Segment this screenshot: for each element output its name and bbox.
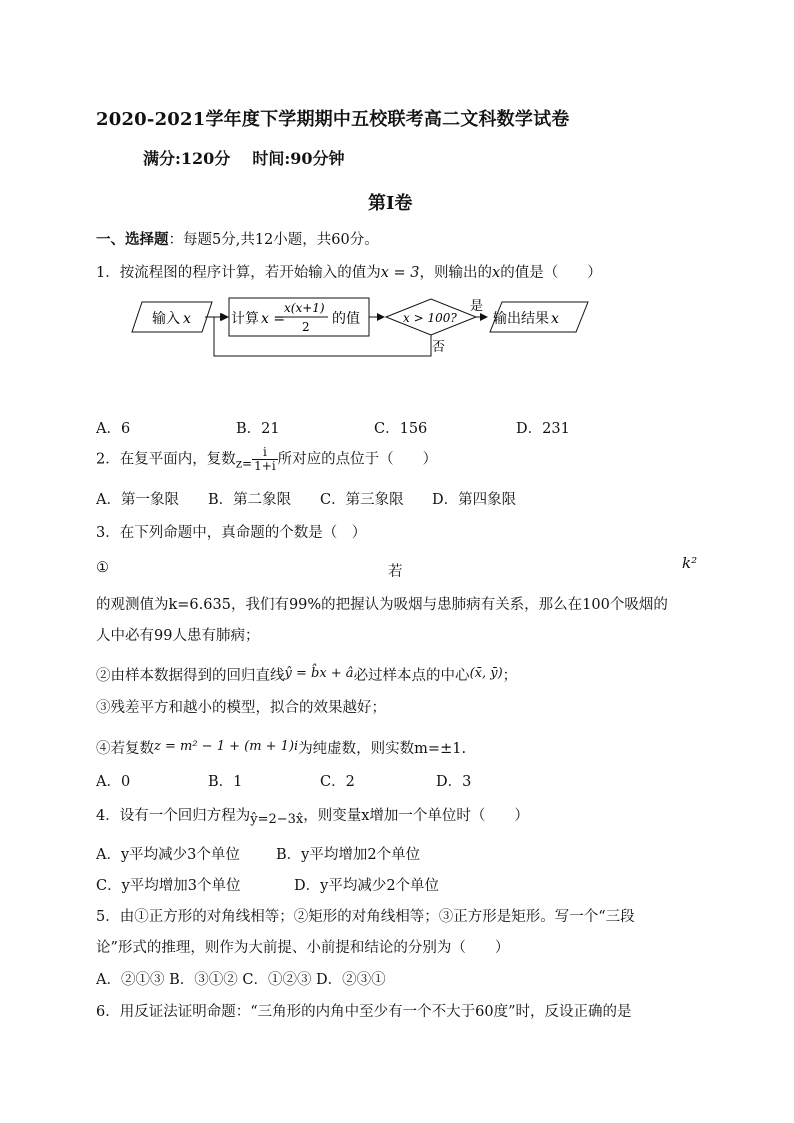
q4-option-c[interactable]: C．y平均增加3个单位 xyxy=(96,878,241,894)
q4-stem-a: 4．设有一个回归方程为 xyxy=(96,808,251,824)
q3-option-c[interactable]: C．2 xyxy=(320,774,355,790)
section-title: 一、选择题 xyxy=(96,231,169,248)
q3-p1-line3: 人中必有99人患有肺病； xyxy=(96,628,260,644)
q1-var: x xyxy=(492,265,501,281)
q3-p4-a: ④若复数 xyxy=(96,741,154,757)
flowchart xyxy=(130,294,590,364)
q5-line2: 论”形式的推理，则作为大前提、小前提和结论的分别为（ ） xyxy=(96,940,510,956)
q3-p1-mark: ① xyxy=(96,560,109,576)
exam-info xyxy=(143,146,345,169)
q2-options xyxy=(96,488,516,509)
q3-p2-eq: ŷ = b̂x + â xyxy=(284,666,354,681)
time-info: 时间:90分钟 xyxy=(252,149,345,168)
q2-stem-b: 所对应的点位于（ ） xyxy=(277,451,438,468)
q3-p4 xyxy=(96,737,466,758)
question-3-stem: 3．在下列命题中，真命题的个数是（ ） xyxy=(96,525,367,541)
q2-option-d[interactable]: D．第四象限 xyxy=(432,492,517,508)
q4-option-a[interactable]: A．y平均减少3个单位 xyxy=(96,847,240,863)
question-2-stem xyxy=(96,446,437,473)
q3-option-d[interactable]: D．3 xyxy=(436,774,472,790)
flow-input-label: 输入 x xyxy=(152,311,191,327)
q1-option-c[interactable]: C．156 xyxy=(374,421,428,437)
q2-frac-num: i xyxy=(252,446,278,460)
q6-line1: 6．用反证法证明命题：“三角形的内角中至少有一个不大于60度”时，反设正确的是 xyxy=(96,1004,632,1020)
q2-option-c[interactable]: C．第三象限 xyxy=(320,492,404,508)
q2-fraction xyxy=(252,446,278,473)
flow-output-label: 输出结果 x xyxy=(493,311,559,327)
q5-options[interactable]: A．②①③ B．③①② C．①②③ D．②③① xyxy=(96,972,386,988)
q3-p2 xyxy=(96,664,517,685)
q3-p1-ruo: 若 xyxy=(388,564,403,580)
q1-var-eq: x = 3 xyxy=(380,265,420,281)
q4-stem-b: ，则变量x增加一个单位时（ ） xyxy=(303,808,529,824)
q3-p3: ③残差平方和越小的模型，拟合的效果越好； xyxy=(96,700,386,716)
q3-p2-a: ②由样本数据得到的回归直线 xyxy=(96,668,285,684)
flow-calc-frac-num: x(x+1) xyxy=(284,301,325,315)
q3-p2-point: (x̄, ȳ) xyxy=(469,666,503,681)
q1-option-a[interactable]: A．6 xyxy=(96,421,131,437)
q1-options xyxy=(96,417,570,438)
q3-p2-b: 必过样本点的中心 xyxy=(353,668,470,684)
q4-option-d[interactable]: D．y平均减少2个单位 xyxy=(294,878,440,894)
q1-option-b[interactable]: B．21 xyxy=(236,421,280,437)
q3-p1-k2: k² xyxy=(682,554,698,572)
q3-option-b[interactable]: B．1 xyxy=(208,774,243,790)
q2-z: z= xyxy=(235,456,253,471)
q3-p4-eq: z = m² − 1 + (m + 1)i xyxy=(154,739,299,754)
section-heading xyxy=(96,228,379,249)
section-note: ：每题5分,共12小题，共60分。 xyxy=(168,232,379,248)
q3-p2-c: ； xyxy=(502,668,518,684)
q1-stem-b: ，则输出的 xyxy=(419,265,493,281)
flow-calc-label: 计算 xyxy=(231,311,259,327)
q2-option-b[interactable]: B．第二象限 xyxy=(208,492,292,508)
q1-stem-a: 1．按流程图的程序计算，若开始输入的值为 xyxy=(96,265,381,281)
exam-title: 2020-2021学年度下学期期中五校联考高二文科数学试卷 xyxy=(96,109,570,130)
flow-condition-label: x > 100? xyxy=(403,311,457,325)
score-info: 满分:120分 xyxy=(143,149,231,168)
q5-line1: 5．由①正方形的对角线相等；②矩形的对角线相等；③正方形是矩形。写一个“三段 xyxy=(96,909,635,925)
flow-calc-tail: 的值 xyxy=(332,311,360,327)
q3-p1-line2: 的观测值为k=6.635，我们有99%的把握认为吸烟与患肺病有关系，那么在100个吸烟的 xyxy=(96,597,668,613)
volume-heading: 第Ⅰ卷 xyxy=(368,193,413,214)
q2-option-a[interactable]: A．第一象限 xyxy=(96,492,179,508)
question-1-stem xyxy=(96,261,602,282)
flow-calc-frac-den: 2 xyxy=(302,320,310,334)
q4-eq: ŷ=2−3x̂ xyxy=(250,812,304,827)
flow-no-label: 否 xyxy=(432,340,446,355)
q1-stem-c: 的值是（ ） xyxy=(500,265,602,281)
q2-frac-den: 1+i xyxy=(254,459,276,473)
q2-stem-a: 2．在复平面内，复数 xyxy=(96,451,236,468)
q4-options-row2 xyxy=(96,874,439,895)
q4-option-b[interactable]: B．y平均增加2个单位 xyxy=(276,847,421,863)
question-4-stem xyxy=(96,804,529,827)
flow-yes-label: 是 xyxy=(470,299,484,314)
q3-option-a[interactable]: A．0 xyxy=(96,774,131,790)
q4-options-row1 xyxy=(96,843,420,864)
flow-calc-eq: x = xyxy=(261,311,286,327)
q1-option-d[interactable]: D．231 xyxy=(516,421,570,437)
q3-options xyxy=(96,770,471,791)
q3-p4-b: 为纯虚数，则实数m=±1. xyxy=(298,741,467,757)
